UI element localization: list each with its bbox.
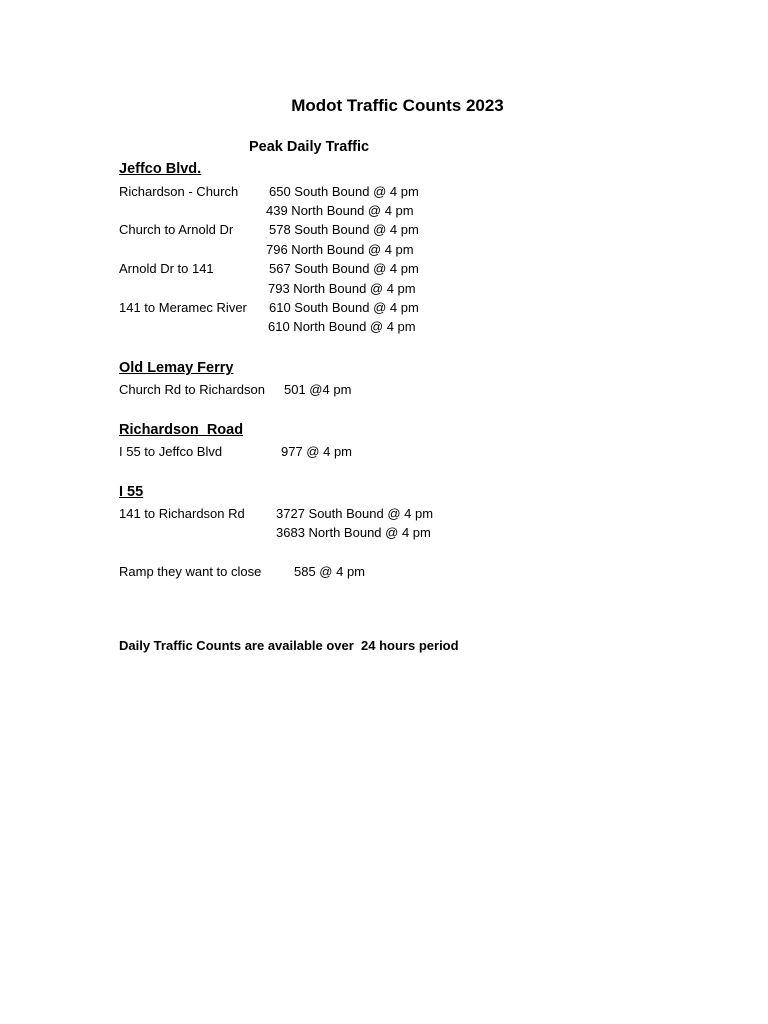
document-title: Modot Traffic Counts 2023 bbox=[291, 96, 504, 115]
section-heading-jeffco: Jeffco Blvd. bbox=[119, 161, 202, 177]
section-heading-old-lemay-ferry: Old Lemay Ferry bbox=[119, 360, 234, 376]
footer-note: Daily Traffic Counts are available over 24 hours period bbox=[119, 638, 459, 653]
row-location: Richardson - Church bbox=[119, 184, 239, 199]
row-value: 3683 North Bound @ 4 pm bbox=[276, 525, 431, 540]
row-value: 610 North Bound @ 4 pm bbox=[268, 319, 416, 334]
row-value: 501 @4 pm bbox=[284, 382, 352, 397]
row-value: 977 @ 4 pm bbox=[281, 444, 353, 459]
row-value: 578 South Bound @ 4 pm bbox=[269, 222, 419, 237]
row-location: Arnold Dr to 141 bbox=[119, 261, 214, 276]
row-location: Ramp they want to close bbox=[119, 564, 262, 579]
section-heading-i55: I 55 bbox=[119, 484, 144, 500]
row-value: 793 North Bound @ 4 pm bbox=[268, 281, 416, 296]
row-value: 3727 South Bound @ 4 pm bbox=[276, 506, 434, 521]
row-value: 567 South Bound @ 4 pm bbox=[269, 261, 419, 276]
row-value: 610 South Bound @ 4 pm bbox=[269, 300, 419, 315]
row-value: 650 South Bound @ 4 pm bbox=[269, 184, 419, 199]
section-heading-richardson-road: Richardson Road bbox=[119, 422, 244, 438]
row-value: 439 North Bound @ 4 pm bbox=[266, 203, 414, 218]
row-location: 141 to Richardson Rd bbox=[119, 506, 245, 521]
row-value: 796 North Bound @ 4 pm bbox=[266, 242, 414, 257]
row-location: Church Rd to Richardson bbox=[119, 382, 265, 397]
row-value: 585 @ 4 pm bbox=[294, 564, 366, 579]
row-location: 141 to Meramec River bbox=[119, 300, 247, 315]
row-location: I 55 to Jeffco Blvd bbox=[119, 444, 223, 459]
document-subtitle: Peak Daily Traffic bbox=[249, 139, 370, 155]
row-location: Church to Arnold Dr bbox=[119, 222, 234, 237]
